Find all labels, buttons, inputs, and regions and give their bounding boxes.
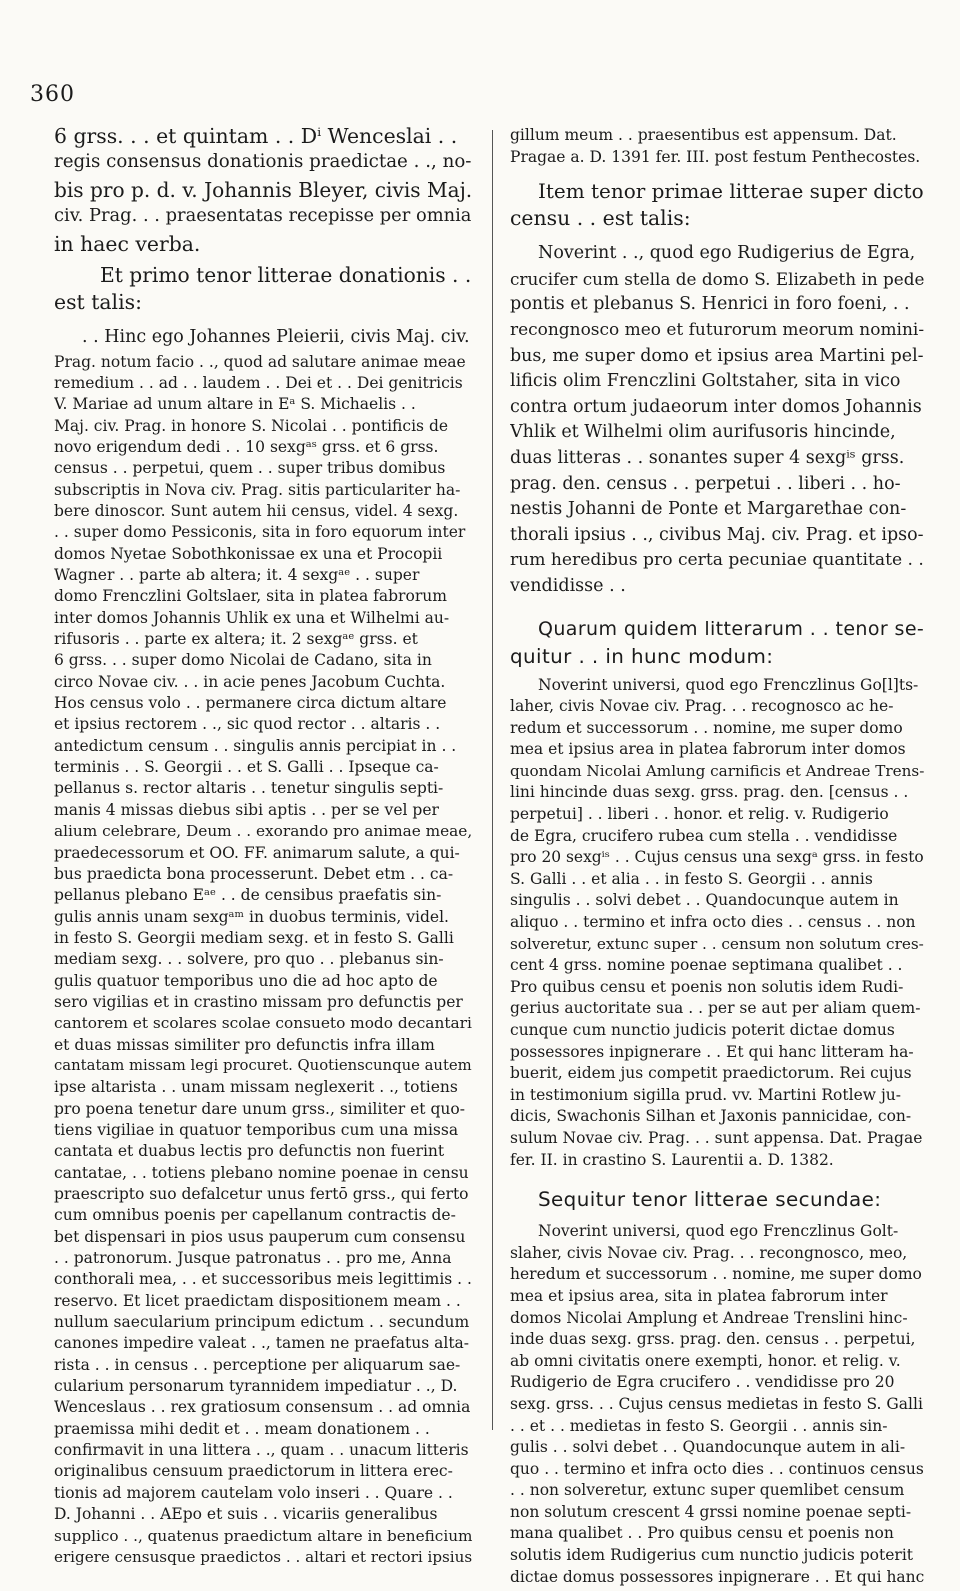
paragraph bbox=[510, 1224, 926, 1591]
text-line: tionis ad majorem cautelam volo inseri . . Quare . . bbox=[54, 1483, 453, 1502]
text-line: Rudigerio de Egra crucifero . . vendidisse pro 20 bbox=[510, 1373, 895, 1392]
text-line: bere dinoscor. Sunt autem hii census, videl. 4 sexg. bbox=[54, 502, 459, 520]
text-line: non solutum crescent 4 grssi nomine poenae septi- bbox=[510, 1502, 912, 1521]
text-line: cunque cum nunctio judicis poterit dictae domus bbox=[510, 1021, 895, 1039]
text-line: supplico . ., quatenus praedictum altare in beneficium bbox=[54, 1526, 473, 1545]
text-line: praemissa mihi dedit et . . meam donationem . . bbox=[54, 1419, 430, 1438]
text-line: . . Hinc ego Johannes Pleierii, civis Maj. civ. bbox=[82, 327, 470, 347]
text-line: Vhlik et Wilhelmi olim aurifusoris hincinde, bbox=[510, 422, 896, 443]
text-line: circo Novae civ. . . in acie penes Jacobum Cuchta. bbox=[54, 672, 446, 691]
text-line: quo . . termino et infra octo dies . . continuos census bbox=[510, 1459, 924, 1478]
text-line: slaher, civis Novae civ. Prag. . . recongnosco, meo, bbox=[510, 1243, 908, 1262]
text-line: reservo. Et licet praedictam dispositionem meam . . bbox=[54, 1291, 461, 1310]
text-line: rista . . in census . . perceptione per aliquarum sae- bbox=[54, 1355, 461, 1374]
text-line: rum heredibus pro certa pecuniae quantitate . . bbox=[510, 550, 924, 571]
heading-line: est talis: bbox=[54, 290, 142, 314]
charter-ending bbox=[510, 128, 926, 171]
text-line: de Egra, crucifero rubea cum stella . . vendidisse bbox=[510, 826, 898, 845]
text-line: sexg. grss. . . Cujus census medietas in festo S. Galli bbox=[510, 1394, 923, 1413]
text-line: recongnosco meo et futurorum meorum nomini- bbox=[510, 319, 925, 340]
text-line: mea et ipsius area, sita in platea fabrorum inter bbox=[510, 1286, 888, 1305]
paragraph bbox=[510, 675, 926, 1175]
text-line: pontis et plebanus S. Henrici in foro foeni, . . bbox=[510, 294, 910, 315]
text-line: Noverint . ., quod ego Rudigerius de Egra, bbox=[538, 243, 916, 264]
text-line: praedecessorum et OO. FF. animarum salute, a qui- bbox=[54, 843, 460, 862]
text-line: heredum et successorum . . nomine, me super domo bbox=[510, 1265, 922, 1284]
page-number: 360 bbox=[30, 82, 75, 107]
text-line: . . et . . medietas in festo S. Georgii . . annis sin- bbox=[510, 1416, 888, 1435]
text-line: in testimonium sigilla prud. vv. Martini Rotlew ju- bbox=[510, 1085, 902, 1104]
text-line: rifusoris . . parte ex altera; it. 2 sexgᵃᵉ grss. et bbox=[54, 630, 418, 649]
text-line: sero vigilias et in crastino missam pro defunctis per bbox=[54, 992, 463, 1011]
text-line: confirmavit in una littera . ., quam . . unacum litteris bbox=[54, 1441, 469, 1460]
text-line: lificis olim Frenczlini Goltstaher, sita in vico bbox=[510, 371, 901, 392]
text-line: erigere censusque praedictos . . altari et rectori ipsius bbox=[54, 1547, 473, 1566]
text-line: cum omnibus poenis per capellanum contractis de- bbox=[54, 1206, 456, 1225]
text-line: gerius auctoritate sua . . per se aut per aliam quem- bbox=[510, 999, 921, 1018]
text-line: quondam Nicolai Amlung carnificis et Andreae Trens- bbox=[510, 761, 925, 780]
text-line: mea et ipsius area in platea fabrorum inter domos bbox=[510, 740, 906, 759]
text-line: solveretur, extunc super . . censum non solutum cres- bbox=[510, 934, 924, 953]
section-heading bbox=[510, 617, 926, 674]
intro-paragraph bbox=[54, 126, 474, 261]
text-line: tiens vigiliae in quatuor temporibus cum una missa bbox=[54, 1120, 459, 1139]
text-line: Prag. notum facio . ., quod ad salutare animae meae bbox=[54, 352, 466, 371]
text-line: pellanus plebano Eᵃᵉ . . de censibus praefatis sin- bbox=[54, 886, 442, 905]
text-line: perpetui] . . liberi . . honor. et relig. v. Rudigerio bbox=[510, 805, 889, 824]
text-line: terminis . . S. Georgii . . et S. Galli . . Ipseque ca- bbox=[54, 758, 439, 777]
text-line: gillum meum . . praesentibus est appensum. Dat. bbox=[510, 128, 897, 144]
text-line: cantorem et scolares scolae consueto modo decantari bbox=[54, 1014, 472, 1033]
text-line: V. Mariae ad unum altare in Eᵃ S. Michaelis . . bbox=[54, 395, 416, 414]
text-line: census . . perpetui, quem . . super tribus domibus bbox=[54, 459, 446, 478]
heading-line: Quarum quidem litterarum . . tenor se- bbox=[538, 617, 925, 640]
text-line: crucifer cum stella de domo S. Elizabeth in pede bbox=[510, 268, 925, 289]
text-line: inter domos Johannis Uhlik ex una et Wilhelmi au- bbox=[54, 608, 450, 627]
text-line: civ. Prag. . . praesentatas recepisse per omnia bbox=[54, 205, 472, 226]
text-line: redum et successorum . . nomine, me super domo bbox=[510, 718, 903, 737]
text-line: bus, me super domo et ipsius area Martini pel- bbox=[510, 345, 924, 366]
text-line: laher, civis Novae civ. Prag. . . recognosco ac he- bbox=[510, 697, 894, 716]
heading-line: Et primo tenor litterae donationis . . bbox=[100, 263, 472, 287]
heading-line: Item tenor primae litterae super dicto bbox=[538, 179, 924, 204]
text-line: gulis annis unam sexgᵃᵐ in duobus terminis, videl. bbox=[54, 907, 449, 926]
text-line: originalibus censuum praedictorum in littera erec- bbox=[54, 1462, 453, 1481]
text-line: alium celebrare, Deum . . exorando pro animae meae, bbox=[54, 822, 473, 841]
text-line: cantatae, . . totiens plebano nomine poenae in censu bbox=[54, 1163, 469, 1182]
text-line: . . patronorum. Jusque patronatus . . pro me, Anna bbox=[54, 1249, 452, 1268]
text-line: prag. den. census . . perpetui . . liberi . . ho- bbox=[510, 473, 901, 494]
text-line: Noverint universi, quod ego Frenczlinus Go[l]ts- bbox=[538, 675, 919, 694]
text-line: pro poena tenetur dare unum grss., similiter et quo- bbox=[54, 1099, 465, 1118]
section-heading bbox=[510, 181, 926, 235]
text-line: dictae domus possessores inpignerare . . Et qui hanc bbox=[510, 1567, 925, 1586]
text-line: Pro quibus censu et poenis non solutis idem Rudi- bbox=[510, 977, 904, 996]
text-line: Hos census volo . . permanere circa dictum altare bbox=[54, 694, 447, 713]
text-line: . . non solveretur, extunc super quemlibet censum bbox=[510, 1481, 905, 1500]
text-line: solutis idem Rudigerius cum nunctio judicis poterit bbox=[510, 1546, 914, 1565]
text-line: nestis Johanni de Ponte et Margarethae con- bbox=[510, 499, 907, 520]
text-line: dicis, Swachonis Silhan et Jaxonis pannicidae, con- bbox=[510, 1107, 912, 1126]
text-line: aliquo . . termino et infra octo dies . . census . . non bbox=[510, 913, 916, 932]
text-line: nullum saecularium principum edictum . . secundum bbox=[54, 1313, 470, 1332]
text-line: conthorali mea, . . et successoribus meis legittimis . . bbox=[54, 1270, 472, 1289]
text-line: subscriptis in Nova civ. Prag. sitis particulariter ha- bbox=[54, 480, 461, 499]
text-line: bis pro p. d. v. Johannis Bleyer, civis Maj. bbox=[54, 178, 473, 202]
text-line: possessores inpignerare . . Et qui hanc litteram ha- bbox=[510, 1042, 914, 1061]
text-line: buerit, eidem jus competit praedictorum. Rei cujus bbox=[510, 1064, 912, 1083]
text-line: Wenceslaus . . rex gratiosum consensum . . ad omnia bbox=[54, 1398, 471, 1417]
text-line: . . super domo Pessiconis, sita in foro equorum inter bbox=[54, 523, 466, 542]
text-line: duas litteras . . sonantes super 4 sexgⁱˢ grss. bbox=[510, 447, 905, 468]
text-line: manis 4 missas diebus sibi aptis . . per se vel per bbox=[54, 800, 439, 819]
text-line: pro 20 sexgⁱˢ . . Cujus census una sexgᵃ grss. in festo bbox=[510, 848, 924, 867]
text-line: mana qualibet . . Pro quibus censu et poenis non bbox=[510, 1524, 894, 1543]
text-line: contra ortum judaeorum inter domos Johannis bbox=[510, 396, 922, 417]
column-divider bbox=[492, 130, 493, 1430]
text-line: cent 4 grss. nomine poenae septimana qualibet . . bbox=[510, 956, 903, 975]
section-heading bbox=[54, 265, 474, 319]
paragraph bbox=[510, 245, 926, 603]
text-line: domos Nyetae Sobothkonissae ex una et Procopii bbox=[54, 544, 443, 563]
text-line: remedium . . ad . . laudem . . Dei et . . Dei genitricis bbox=[54, 373, 463, 392]
text-line: inde duas sexg. grss. prag. den. census . . perpetui, bbox=[510, 1330, 916, 1349]
text-line: domos Nicolai Amplung et Andreae Trenslini hinc- bbox=[510, 1308, 908, 1327]
text-line: novo erigendum dedi . . 10 sexgᵃˢ grss. et 6 grss. bbox=[54, 437, 439, 456]
text-line: praescripto suo defalcetur unus fertō grss., qui ferto bbox=[54, 1185, 469, 1203]
text-line: mediam sexg. . . solvere, pro quo . . plebanus sin- bbox=[54, 950, 444, 969]
text-line: ipse altarista . . unam missam neglexerit . ., totiens bbox=[54, 1078, 458, 1097]
text-line: et ipsius rectorem . ., sic quod rector . . altaris . . bbox=[54, 715, 441, 734]
text-line: bet dispensari in pios usus pauperum cum consensu bbox=[54, 1227, 466, 1246]
text-line: 6 grss. . . et quintam . . Dⁱ Wenceslai . . bbox=[54, 126, 458, 148]
left-column bbox=[54, 126, 474, 1571]
text-line: gulis . . solvi debet . . Quandocunque autem in ali- bbox=[510, 1438, 906, 1457]
text-line: Noverint universi, quod ego Frenczlinus Golt- bbox=[538, 1222, 899, 1241]
text-line: singulis . . solvi debet . . Quandocunque autem in bbox=[510, 891, 899, 910]
text-line: in haec verba. bbox=[54, 232, 201, 256]
text-line: et duas missas similiter pro defunctis infra illam bbox=[54, 1035, 435, 1054]
text-line: pellanus s. rector altaris . . tenetur singulis septi- bbox=[54, 779, 444, 798]
heading-line: censu . . est talis: bbox=[510, 206, 691, 231]
text-line: sulum Novae civ. Prag. . . sunt appensa. Dat. Pragae bbox=[510, 1128, 923, 1147]
text-line: S. Galli . . et alia . . in festo S. Georgii . . annis bbox=[510, 869, 873, 888]
text-line: regis consensus donationis praedictae . ., no- bbox=[54, 151, 472, 172]
text-line: ab omni civitatis onere exempti, honor. et relig. v. bbox=[510, 1351, 901, 1370]
text-line: fer. II. in crastino S. Laurentii a. D. 1382. bbox=[510, 1150, 834, 1169]
text-line: in festo S. Georgii mediam sexg. et in festo S. Galli bbox=[54, 928, 454, 947]
text-line: Maj. civ. Prag. in honore S. Nicolai . . pontificis de bbox=[54, 416, 449, 435]
text-line: gulis quatuor temporibus uno die ad hoc apto de bbox=[54, 971, 438, 990]
text-line: bus praedicta bona processerunt. Debet etm . . ca- bbox=[54, 864, 454, 883]
text-line: cantata et duabus lectis pro defunctis non fuerint bbox=[54, 1142, 445, 1161]
text-line: domo Frenczlini Goltslaer, sita in platea fabrorum bbox=[54, 587, 447, 606]
section-heading bbox=[510, 1190, 926, 1220]
text-line: antedictum censum . . singulis annis percipiat in . . bbox=[54, 736, 457, 755]
text-line: Wagner . . parte ab altera; it. 4 sexgᵃᵉ . . super bbox=[54, 566, 420, 585]
text-line: vendidisse . . bbox=[510, 575, 626, 596]
text-line: cantatam missam legi procuret. Quotienscunque autem bbox=[54, 1056, 472, 1074]
right-column bbox=[510, 128, 926, 1591]
text-line: lini hincinde duas sexg. grss. prag. den. [census . . bbox=[510, 783, 909, 802]
charter-text bbox=[54, 329, 474, 1571]
heading-line: Sequitur tenor litterae secundae: bbox=[538, 1188, 882, 1212]
text-line: canones impedire valeat . ., tamen ne praefatus alta- bbox=[54, 1334, 470, 1353]
text-line: D. Johanni . . AEpo et suis . . vicariis generalibus bbox=[54, 1505, 438, 1524]
text-line: thorali ipsius . ., civibus Maj. civ. Prag. et ipso- bbox=[510, 524, 924, 545]
text-line: Pragae a. D. 1391 fer. III. post festum Penthecostes. bbox=[510, 147, 921, 166]
heading-line: quitur . . in hunc modum: bbox=[510, 644, 774, 668]
text-line: 6 grss. . . super domo Nicolai de Cadano, sita in bbox=[54, 651, 432, 670]
text-line: cularium personarum tyrannidem impediatur . ., D. bbox=[54, 1377, 458, 1396]
